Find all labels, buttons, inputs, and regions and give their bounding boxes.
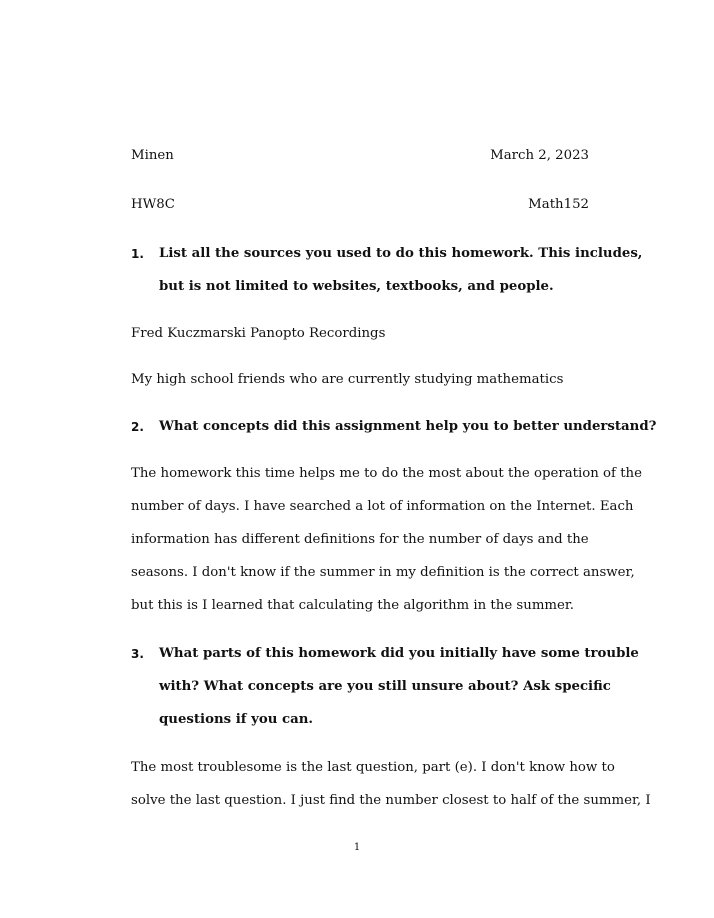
assignment-id: HW8C <box>131 197 175 212</box>
question-2-line-1: What concepts did this assignment help you to better understand? <box>159 419 657 434</box>
header-row-2 <box>131 197 589 213</box>
question-3-line-2: with? What concepts are you still unsure about? Ask specific <box>159 679 611 694</box>
answer-1-line-1: Fred Kuczmarski Panopto Recordings <box>131 326 386 341</box>
page-number: 1 <box>353 842 361 853</box>
question-3-line-3: questions if you can. <box>159 712 314 727</box>
answer-2-line-2: number of days. I have searched a lot of information on the Internet. Each <box>131 499 634 514</box>
question-3-number: 3. <box>131 647 144 661</box>
answer-2-line-4: seasons. I don't know if the summer in my definition is the correct answer, <box>131 565 635 580</box>
header-row-1 <box>131 148 589 164</box>
student-name: Minen <box>131 148 174 163</box>
question-2-number: 2. <box>131 420 144 434</box>
answer-2-line-1: The homework this time helps me to do the most about the operation of the <box>131 466 642 481</box>
answer-1-line-2: My high school friends who are currently studying mathematics <box>131 372 564 387</box>
answer-3-line-1: The most troublesome is the last question, part (e). I don't know how to <box>131 760 615 775</box>
course-id: Math152 <box>528 197 589 212</box>
question-1-number: 1. <box>131 247 144 261</box>
question-1-line-1: List all the sources you used to do this homework. This includes, <box>159 246 643 261</box>
answer-2-line-5: but this is I learned that calculating the algorithm in the summer. <box>131 598 575 613</box>
question-3-line-1: What parts of this homework did you initially have some trouble <box>159 646 639 661</box>
document-date: March 2, 2023 <box>490 148 589 163</box>
answer-2-line-3: information has different definitions for the number of days and the <box>131 532 589 547</box>
answer-3-line-2: solve the last question. I just find the number closest to half of the summer, I <box>131 793 651 808</box>
question-1-line-2: but is not limited to websites, textbooks, and people. <box>159 279 554 294</box>
